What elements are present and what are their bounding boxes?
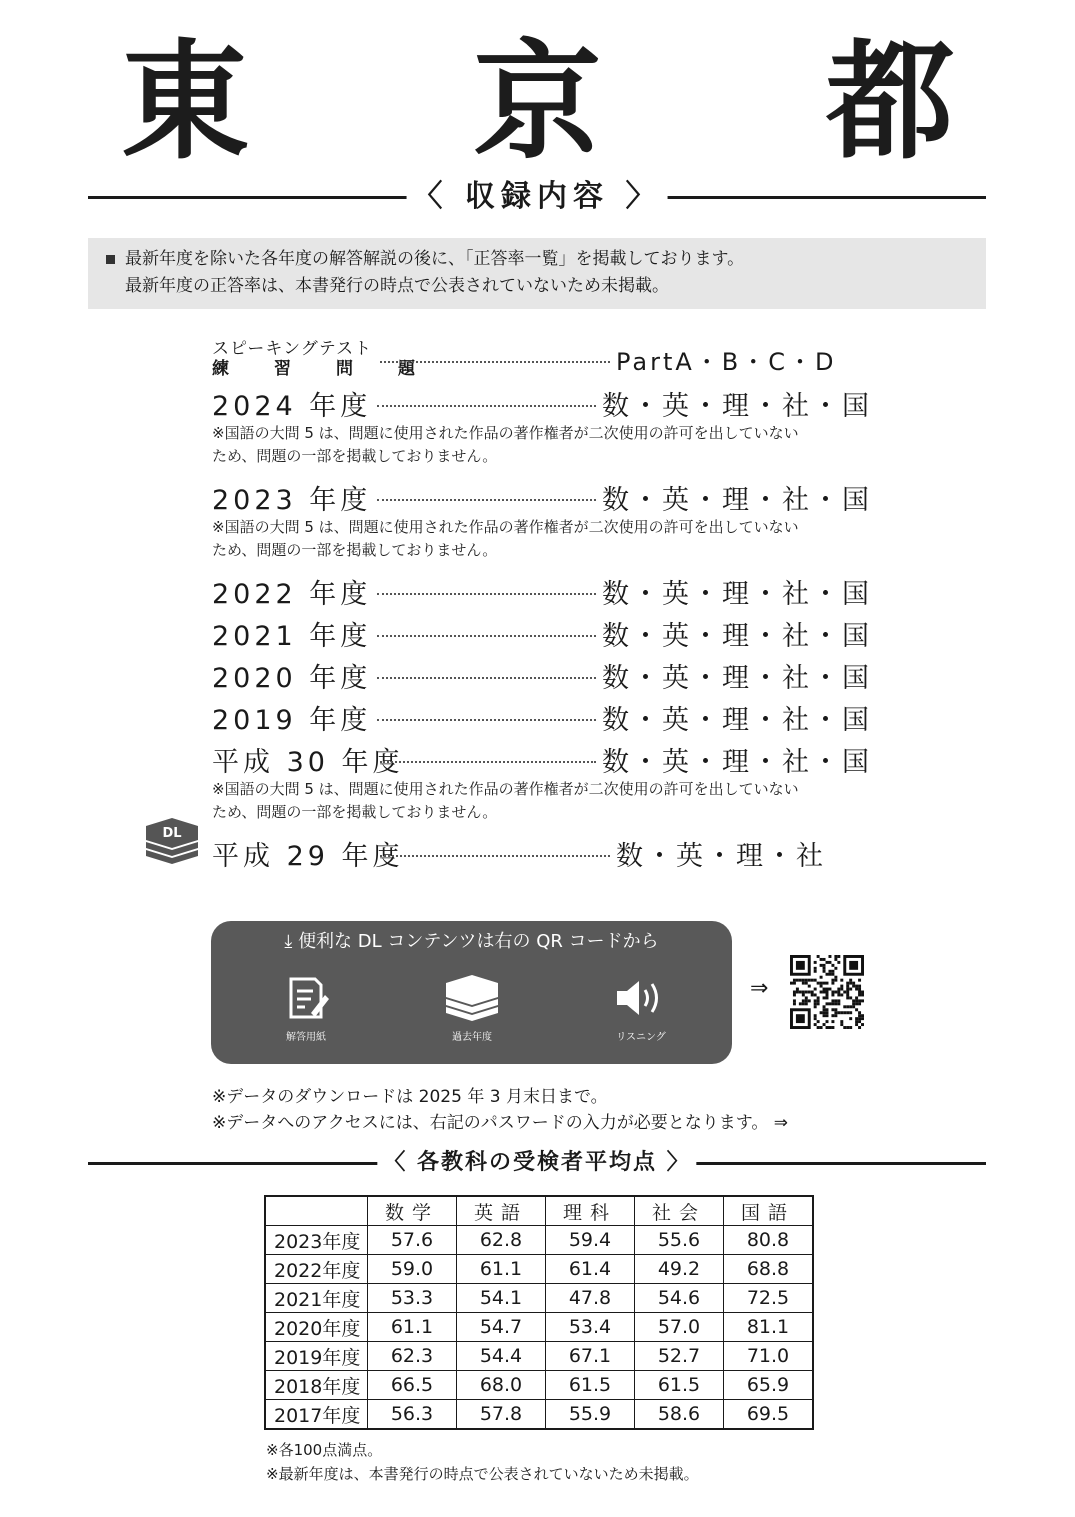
contents-row-speaking: [212, 336, 872, 382]
score-cell: 57.0: [635, 1313, 724, 1342]
contents-year: 2022 年度: [212, 578, 372, 610]
contents-year: 2021 年度: [212, 620, 372, 652]
header-social: 社会: [635, 1196, 724, 1226]
row-year: 2021年度: [265, 1284, 368, 1313]
page-title: 東 京 都: [120, 28, 1045, 177]
score-cell: 54.4: [457, 1342, 546, 1371]
contents-row: [212, 382, 872, 424]
table-row: [265, 1371, 813, 1400]
contents-list: [212, 336, 872, 874]
dl-books-icon: [142, 816, 202, 872]
contents-section-title: 〈 収録内容 〉: [407, 177, 668, 217]
table-row: [265, 1226, 813, 1255]
contents-subjects: 数・英・理・社・国: [602, 704, 872, 736]
score-cell: 52.7: [635, 1342, 724, 1371]
contents-note: ※国語の大問 5 は、問題に使用された作品の著作権者が二次使用の許可を出していない ため、問題の一部を掲載しておりません。: [212, 518, 799, 559]
table-corner-cell: [265, 1196, 368, 1226]
contents-year: 2020 年度: [212, 662, 372, 694]
row-year: 2020年度: [265, 1313, 368, 1342]
score-cell: 58.6: [635, 1400, 724, 1430]
speaker-icon: [611, 973, 671, 1023]
leader-dots: [377, 403, 596, 407]
contents-subjects: 数・英・理・社・国: [602, 620, 872, 652]
contents-subjects: 数・英・理・社: [616, 840, 826, 872]
header-english: 英語: [457, 1196, 546, 1226]
table-row: [265, 1255, 813, 1284]
score-cell: 61.5: [546, 1371, 635, 1400]
dl-item-answer-sheet: 解答用紙: [251, 973, 361, 1045]
dl-box-heading: ⤓ 便利な DL コンテンツは右の QR コードから: [284, 931, 659, 952]
row-year: 2023年度: [265, 1226, 368, 1255]
score-cell: 55.6: [635, 1226, 724, 1255]
leader-dots: [377, 717, 596, 721]
score-cell: 54.1: [457, 1284, 546, 1313]
score-cell: 68.0: [457, 1371, 546, 1400]
header-science: 理科: [546, 1196, 635, 1226]
leader-dots: [377, 497, 596, 501]
contents-subjects: 数・英・理・社・国: [602, 578, 872, 610]
score-cell: 71.0: [724, 1342, 814, 1371]
download-icon: ⤓: [284, 931, 299, 952]
contents-row: [212, 832, 872, 874]
row-year: 2019年度: [265, 1342, 368, 1371]
contents-subjects: PartA・B・C・D: [616, 347, 837, 376]
dl-content-box: [211, 921, 732, 1064]
leader-dots: [377, 675, 596, 679]
score-cell: 68.8: [724, 1255, 814, 1284]
square-bullet-icon: [106, 255, 115, 264]
dl-notes: ※データのダウンロードは 2025 年 3 月末日まで。 ※データへのアクセスには、右記のパスワードの入力が必要となります。 ⇒: [212, 1087, 789, 1133]
notice-line-2: 最新年度の正答率は、本書発行の時点で公表されていないため未掲載。: [125, 276, 669, 296]
leader-dots: [380, 759, 596, 763]
contents-year: 2019 年度: [212, 704, 372, 736]
score-cell: 61.4: [546, 1255, 635, 1284]
score-cell: 61.1: [368, 1313, 457, 1342]
score-cell: 47.8: [546, 1284, 635, 1313]
table-header-row: [265, 1196, 813, 1226]
leader-dots: [377, 633, 596, 637]
score-cell: 62.8: [457, 1226, 546, 1255]
score-cell: 57.6: [368, 1226, 457, 1255]
score-cell: 54.7: [457, 1313, 546, 1342]
score-cell: 55.9: [546, 1400, 635, 1430]
score-cell: 61.5: [635, 1371, 724, 1400]
score-cell: 81.1: [724, 1313, 814, 1342]
contents-subjects: 数・英・理・社・国: [602, 390, 872, 422]
contents-section-header: [88, 177, 986, 217]
row-year: 2018年度: [265, 1371, 368, 1400]
leader-dots: [380, 359, 610, 363]
score-cell: 72.5: [724, 1284, 814, 1313]
contents-year: 2023 年度: [212, 484, 372, 516]
qr-code-icon[interactable]: [790, 955, 864, 1029]
contents-subjects: 数・英・理・社・国: [602, 746, 872, 778]
speaking-label: スピーキングテスト 練 習 問 題: [212, 339, 429, 379]
header-math: 数学: [368, 1196, 457, 1226]
header-japanese: 国語: [724, 1196, 814, 1226]
notice-line-1: 最新年度を除いた各年度の解答解説の後に、「正答率一覧」を掲載しております。: [106, 246, 986, 273]
contents-row: [212, 612, 872, 654]
contents-subjects: 数・英・理・社・国: [602, 484, 872, 516]
scores-table: [264, 1195, 814, 1430]
table-row: [265, 1284, 813, 1313]
contents-subjects: 数・英・理・社・国: [602, 662, 872, 694]
score-cell: 59.4: [546, 1226, 635, 1255]
dl-item-past-years: 過去年度: [417, 973, 527, 1045]
score-cell: 62.3: [368, 1342, 457, 1371]
score-cell: 67.1: [546, 1342, 635, 1371]
contents-row: [212, 654, 872, 696]
contents-row: [212, 570, 872, 612]
dl-item-listening: リスニング: [586, 973, 696, 1045]
contents-row: [212, 476, 872, 518]
contents-row: [212, 738, 872, 780]
table-row: [265, 1313, 813, 1342]
score-cell: 56.3: [368, 1400, 457, 1430]
leader-dots: [380, 853, 610, 857]
notice-box: [88, 238, 986, 309]
contents-note: ※国語の大問 5 は、問題に使用された作品の著作権者が二次使用の許可を出していない ため、問題の一部を掲載しておりません。: [212, 424, 799, 465]
contents-note: ※国語の大問 5 は、問題に使用された作品の著作権者が二次使用の許可を出していない ため、問題の一部を掲載しておりません。: [212, 780, 799, 821]
footnotes: ※各100点満点。 ※最新年度は、本書発行の時点で公表されていないため未掲載。: [266, 1441, 699, 1483]
score-cell: 57.8: [457, 1400, 546, 1430]
arrow-to-qr: ⇒: [750, 976, 769, 1001]
score-cell: 54.6: [635, 1284, 724, 1313]
answer-sheet-icon: [281, 973, 331, 1023]
score-cell: 80.8: [724, 1226, 814, 1255]
dl-badge-text: DL: [162, 826, 182, 841]
score-cell: 53.3: [368, 1284, 457, 1313]
score-cell: 66.5: [368, 1371, 457, 1400]
table-row: [265, 1342, 813, 1371]
scores-section-title: 〈 各教科の受検者平均点 〉: [377, 1143, 696, 1183]
score-cell: 65.9: [724, 1371, 814, 1400]
contents-year: 2024 年度: [212, 390, 372, 422]
contents-year: 平成 30 年度: [212, 746, 404, 778]
row-year: 2022年度: [265, 1255, 368, 1284]
contents-row: [212, 696, 872, 738]
score-cell: 69.5: [724, 1400, 814, 1430]
scores-section-header: [88, 1143, 986, 1183]
leader-dots: [377, 591, 596, 595]
row-year: 2017年度: [265, 1400, 368, 1430]
score-cell: 59.0: [368, 1255, 457, 1284]
contents-year: 平成 29 年度: [212, 840, 404, 872]
score-cell: 61.1: [457, 1255, 546, 1284]
score-cell: 49.2: [635, 1255, 724, 1284]
score-cell: 53.4: [546, 1313, 635, 1342]
table-row: [265, 1400, 813, 1430]
books-icon: [442, 973, 502, 1023]
